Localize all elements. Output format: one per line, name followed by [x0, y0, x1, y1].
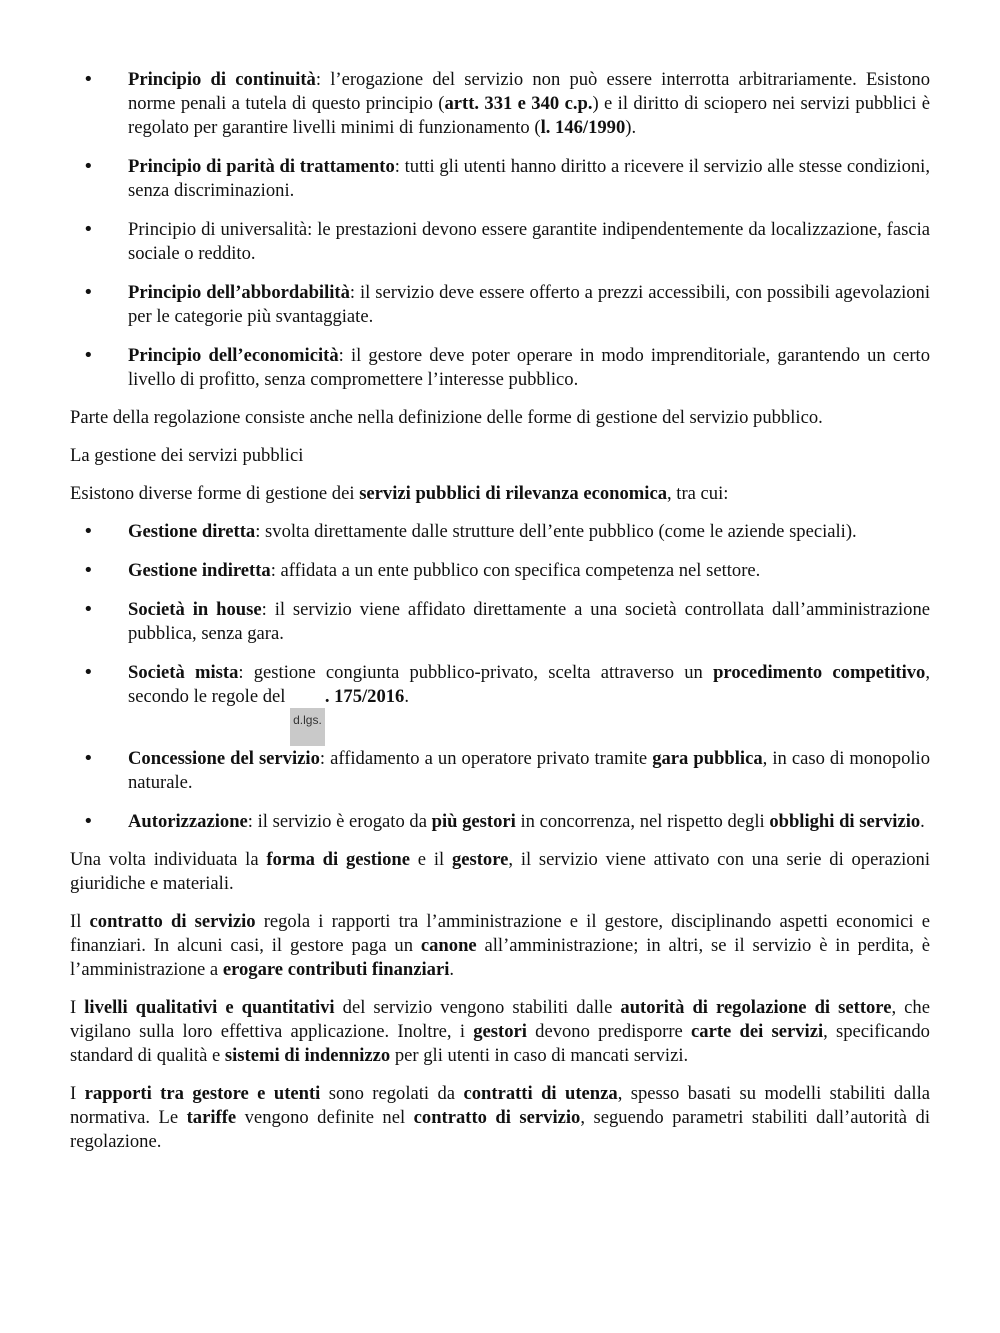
list-item-gestione-diretta: • Gestione diretta: svolta direttamente dalle strutture dell’ente pubblico (come le aziende speciali).	[70, 520, 930, 544]
management-forms-list	[70, 520, 930, 834]
list-item-universalita: • Principio di universalità: le prestazioni devono essere garantite indipendentemente da localizzazione, fascia sociale o reddito.	[70, 218, 930, 266]
list-item-economicita: • Principio dell’economicità: il gestore deve poter operare in modo imprenditoriale, garantendo un certo livello di profitto, senza compromettere l’interesse pubblico.	[70, 344, 930, 392]
list-item-gestione-indiretta: • Gestione indiretta: affidata a un ente pubblico con specifica competenza nel settore.	[70, 559, 930, 583]
list-item-continuita: • Principio di continuità: l’erogazione del servizio non può essere interrotta arbitrariamente. Esistono norme penali a tutela di questo principio (artt. 331 e 340 c.p.) e il diritto di sciopero nei servizi pubblici è regolato per garantire livelli minimi di funzionamento (l. 146/1990).	[70, 68, 930, 140]
paragraph-contratto-servizio: Il contratto di servizio regola i rapporti tra l’amministrazione e il gestore, disciplinando aspetti economici e finanziari. In alcuni casi, il gestore paga un canone all’amministrazione; in altri, se il servizio è in perdita, è l’amministrazione a erogare contributi finanziari.	[70, 911, 930, 980]
list-item-autorizzazione: • Autorizzazione: il servizio è erogato da più gestori in concorrenza, nel rispetto degli obblighi di servizio.	[70, 810, 930, 834]
paragraph-intro-forme: Esistono diverse forme di gestione dei servizi pubblici di rilevanza economica, tra cui:	[70, 483, 729, 504]
list-item-abbordabilita: • Principio dell’abbordabilità: il servizio deve essere offerto a prezzi accessibili, con possibili agevolazioni per le categorie più svantaggiate.	[70, 281, 930, 329]
paragraph-attivazione: Una volta individuata la forma di gestione e il gestore, il servizio viene attivato con una serie di operazioni giuridiche e materiali.	[70, 849, 931, 894]
paragraph-livelli-qualitativi: I livelli qualitativi e quantitativi del servizio vengono stabiliti dalle autorità di regolazione di settore, che vigilano sulla loro effettiva applicazione. Inoltre, i gestori devono predisporre carte dei servizi, specificando standard di qualità e sistemi di indennizzo per gli utenti in caso di mancati servizi.	[70, 997, 930, 1066]
term-economicita: Principio dell’economicità	[128, 345, 339, 366]
term-abbordabilita: Principio dell’abbordabilità	[128, 282, 350, 303]
list-item-parita: • Principio di parità di trattamento: tutti gli utenti hanno diritto a ricevere il servizio alle stesse condizioni, senza discriminazioni.	[70, 155, 930, 203]
principles-list	[70, 68, 930, 392]
section-heading-gestione: La gestione dei servizi pubblici	[70, 445, 304, 466]
term-continuita: Principio di continuità	[128, 69, 316, 90]
list-item-concessione: • Concessione del servizio: affidamento a un operatore privato tramite gara pubblica, in caso di monopolio naturale.	[70, 747, 930, 795]
paragraph-rapporti-utenti: I rapporti tra gestore e utenti sono regolati da contratti di utenza, spesso basati su modelli stabiliti dalla normativa. Le tariffe vengono definite nel contratto di servizio, seguendo parametri stabiliti dall’autorità di regolazione.	[70, 1083, 931, 1152]
list-item-societa-mista: • Società mista: gestione congiunta pubblico-privato, scelta attraverso un procedimento competitivo, secondo le regole del d.lgs.. 175/2016.	[70, 661, 930, 732]
list-item-in-house: • Società in house: il servizio viene affidato direttamente a una società controllata dall’amministrazione pubblica, senza gara.	[70, 598, 930, 646]
term-parita: Principio di parità di trattamento	[128, 156, 395, 177]
paragraph-regolazione: Parte della regolazione consiste anche nella definizione delle forme di gestione del servizio pubblico.	[70, 407, 823, 428]
highlighted-abbreviation: d.lgs.	[290, 708, 325, 746]
